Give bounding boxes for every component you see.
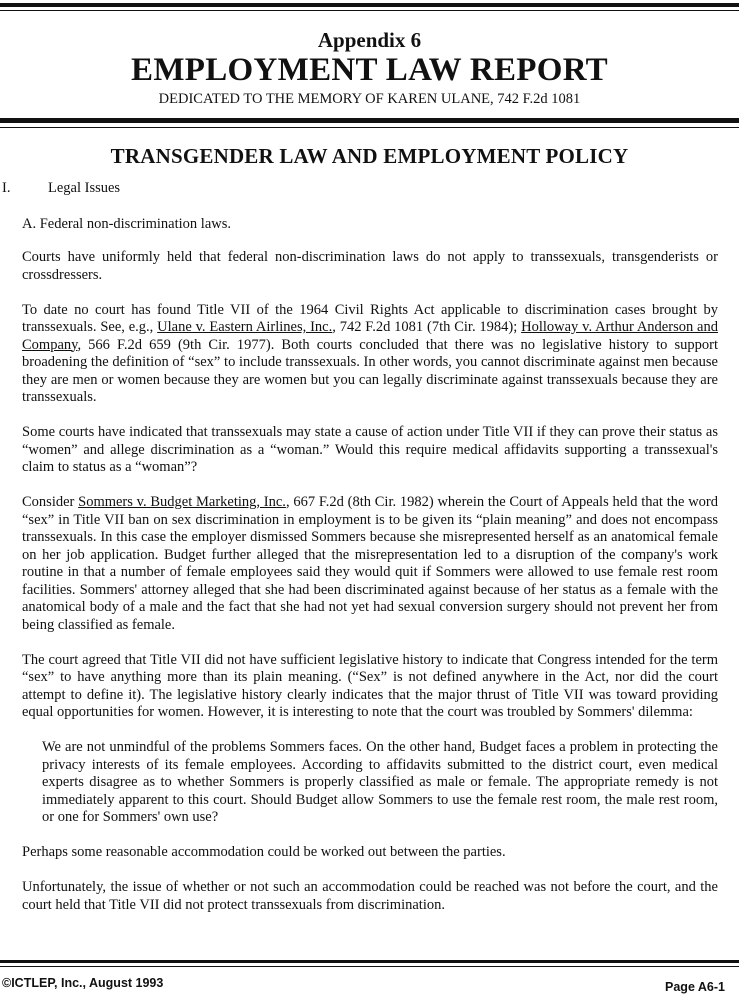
section-label: Legal Issues — [48, 180, 121, 196]
top-rule-thin — [0, 10, 739, 11]
paragraph-4 — [22, 494, 718, 634]
case-citation-ulane: Ulane v. Eastern Airlines, Inc. — [157, 319, 333, 335]
section-heading — [2, 180, 120, 197]
page-number: Page A6-1 — [665, 980, 725, 994]
paragraph-5: The court agreed that Title VII did not have sufficient legislative history to indicate that Congress intended for the term “sex” to have anything more than its plain meaning. (“Sex” is not defined anywhere in the Act, nor did the court attempt to define it). The legislative history clearly indicates that the major thrust of Title VII was toward providing equal opportunities for women. However, it is interesting to note that the court was troubled by Sommers' dilemma: — [22, 651, 718, 720]
document-body — [22, 249, 718, 932]
paragraph-3: Some courts have indicated that transsexuals may state a cause of action under Title VII if they can prove their status as “women” and allege discrimination as a “woman.” Would this require medical affidavits supporting a transsexual's claim to status as a “woman”? — [22, 424, 718, 475]
paragraph-2-text-c: , 566 F.2d 659 (9th Cir. 1977). Both courts concluded that there was no legislative history to support broadening the definition of “sex” to include transsexuals. In other words, you cannot discriminate against men because they are men or women because they are women but you can legally discriminate against transsexuals because they are transsexuals. — [22, 336, 718, 405]
paragraph-2-text-a: To date no court has found Title VII of the 1964 Civil Rights Act applicable to discrimination cases brought by transsexuals. See, e.g., — [22, 301, 718, 335]
header-rule-thin — [0, 127, 739, 128]
paragraph-1: Courts have uniformly held that federal non-discrimination laws do not apply to transsexuals, transgenderists or crossdressers. — [22, 249, 718, 283]
case-citation-sommers: Sommers v. Budget Marketing, Inc. — [78, 494, 286, 510]
copyright-notice: ©ICTLEP, Inc., August 1993 — [2, 976, 164, 990]
paragraph-4-text-a: Consider — [22, 494, 79, 510]
appendix-label: Appendix 6 — [317, 28, 422, 52]
report-title: EMPLOYMENT LAW REPORT — [131, 52, 608, 88]
paragraph-2-text-b: , 742 F.2d 1081 (7th Cir. 1984); — [332, 319, 522, 335]
paragraph-4-text-b: , 667 F.2d (8th Cir. 1982) wherein the Court of Appeals held that the word “sex” in Title VII ban on sex discrimination in employment is to be given its “plain meaning” and does not encompass transsexuals. In this case the employer dismissed Sommers because she misrepresented herself as an anatomical female on her job application. Budget further alleged that the misrepresentation led to a disruption of the company's work routine in that a number of female employees said they would quit if Sommers were allowed to use female rest room facilities. Sommers' attorney alleged that she had been discriminated against because of her status as a female with the anatomical body of a male and the fact that she had not yet had sexual conversion surgery should not prevent her from being classified as female. — [22, 494, 718, 633]
case-citation-holloway: Holloway v. Arthur Anderson and Company — [22, 319, 718, 353]
section-number: I. — [2, 180, 11, 196]
footer-rule-thin — [0, 966, 739, 967]
court-quote: We are not unmindful of the problems Sommers faces. On the other hand, Budget faces a problem in protecting the privacy interests of its female employees. According to affidavits submitted to the district court, even medical experts disagree as to whether Sommers is properly classified as male or female. The appropriate remedy is not immediately apparent to this court. Should Budget allow Sommers to use the female rest room, the male rest room, or one for Sommers' own use? — [42, 739, 718, 825]
report-header — [0, 28, 739, 108]
paragraph-2 — [22, 302, 718, 407]
header-rule-thick — [0, 118, 739, 123]
subsection-heading: A. Federal non-discrimination laws. — [22, 216, 231, 232]
paragraph-7: Unfortunately, the issue of whether or not such an accommodation could be reached was not before the court, and the court held that Title VII did not protect transsexuals from discrimination. — [22, 879, 718, 913]
document-title: TRANSGENDER LAW AND EMPLOYMENT POLICY — [110, 144, 629, 168]
paragraph-6: Perhaps some reasonable accommodation could be worked out between the parties. — [22, 844, 506, 860]
top-rule-thick — [0, 3, 739, 7]
dedication-line: DEDICATED TO THE MEMORY OF KAREN ULANE, 742 F.2d 1081 — [158, 91, 581, 107]
footer-rule-thick — [0, 960, 739, 963]
